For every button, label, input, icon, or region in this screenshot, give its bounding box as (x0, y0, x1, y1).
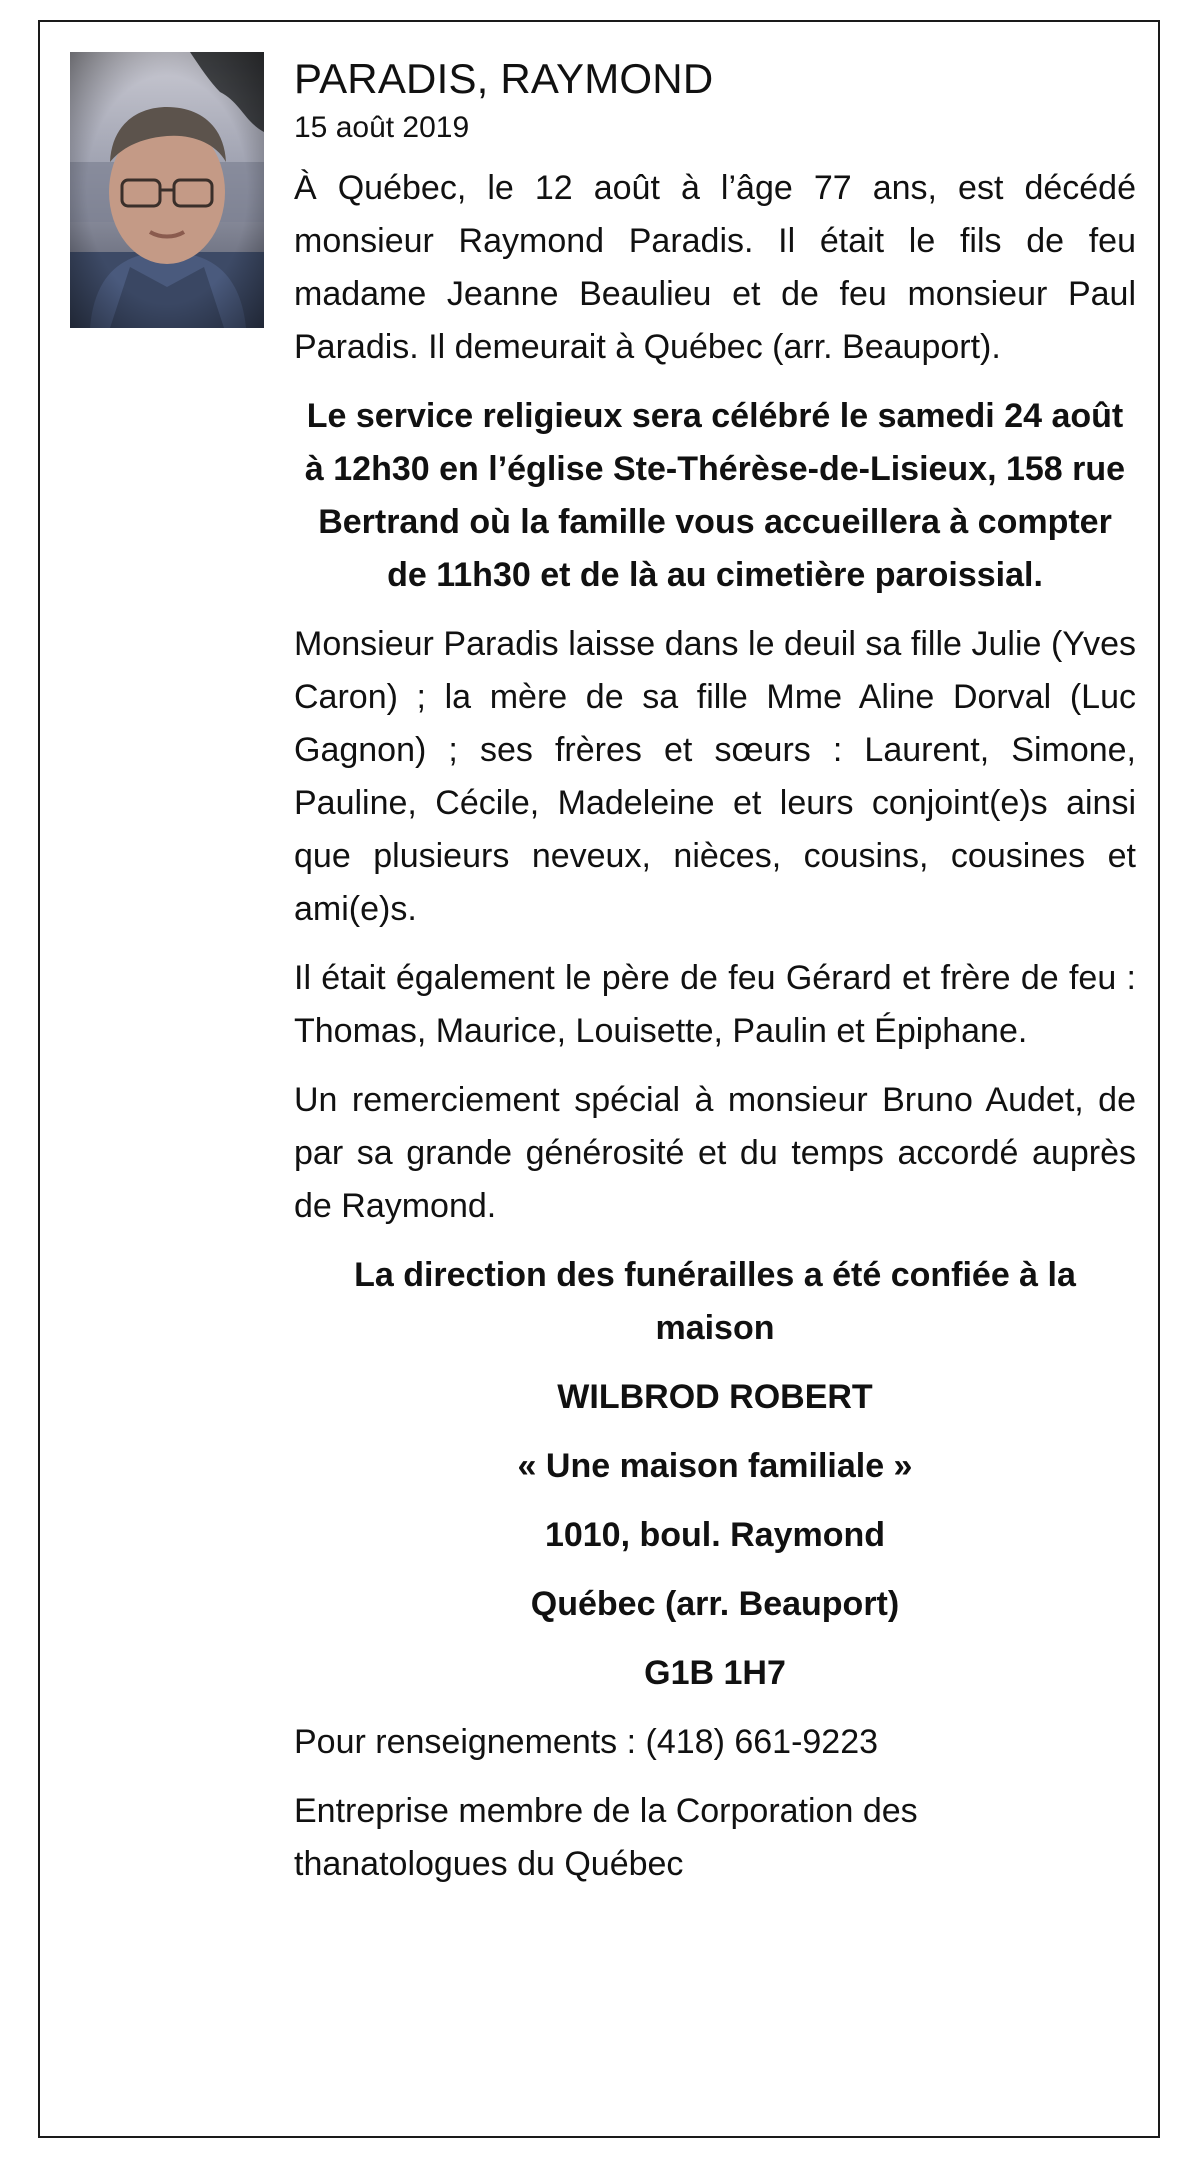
direction-paragraph: La direction des funérailles a été confiée à la maison (354, 1256, 1076, 1347)
predeceased-paragraph: Il était également le père de feu Gérard et frère de feu : Thomas, Maurice, Louisette, Paulin et Épiphane. (294, 959, 1136, 1050)
service-paragraph: Le service religieux sera célébré le samedi 24 août à 12h30 en l’église Ste-Thérèse-de-Lisieux, 158 rue Bertrand où la famille vous accueillera à compter de 11h30 et de là au cimetière paroissial. (304, 397, 1126, 594)
deceased-name: PARADIS, RAYMOND (294, 55, 714, 102)
publication-date: 15 août 2019 (294, 111, 470, 144)
funeral-home-name: WILBROD ROBERT (557, 1378, 873, 1416)
info-line: Pour renseignements : (418) 661-9223 (294, 1723, 879, 1761)
portrait-image (70, 52, 264, 328)
obituary-content (294, 50, 1136, 1907)
funeral-home-address: 1010, boul. Raymond (544, 1516, 886, 1554)
funeral-home-slogan: « Une maison familiale » (517, 1447, 913, 1485)
intro-paragraph: À Québec, le 12 août à l’âge 77 ans, est décédé monsieur Raymond Paradis. Il était le fils de feu madame Jeanne Beaulieu et de feu monsieur Paul Paradis. Il demeurait à Québec (arr. Beauport). (294, 169, 1136, 366)
funeral-home-postal: G1B 1H7 (644, 1654, 786, 1692)
funeral-home-city: Québec (arr. Beauport) (530, 1585, 900, 1623)
corporation-line: Entreprise membre de la Corporation des thanatologues du Québec (294, 1792, 918, 1883)
thanks-paragraph: Un remerciement spécial à monsieur Bruno Audet, de par sa grande générosité et du temps accordé auprès de Raymond. (294, 1081, 1136, 1225)
portrait-photo (70, 52, 264, 328)
survivors-paragraph: Monsieur Paradis laisse dans le deuil sa fille Julie (Yves Caron) ; la mère de sa fille Mme Aline Dorval (Luc Gagnon) ; ses frères et sœurs : Laurent, Simone, Pauline, Cécile, Madeleine et leurs conjoint(e)s ainsi que plusieurs neveux, nièces, cousins, cousines et ami(e)s. (294, 625, 1136, 928)
